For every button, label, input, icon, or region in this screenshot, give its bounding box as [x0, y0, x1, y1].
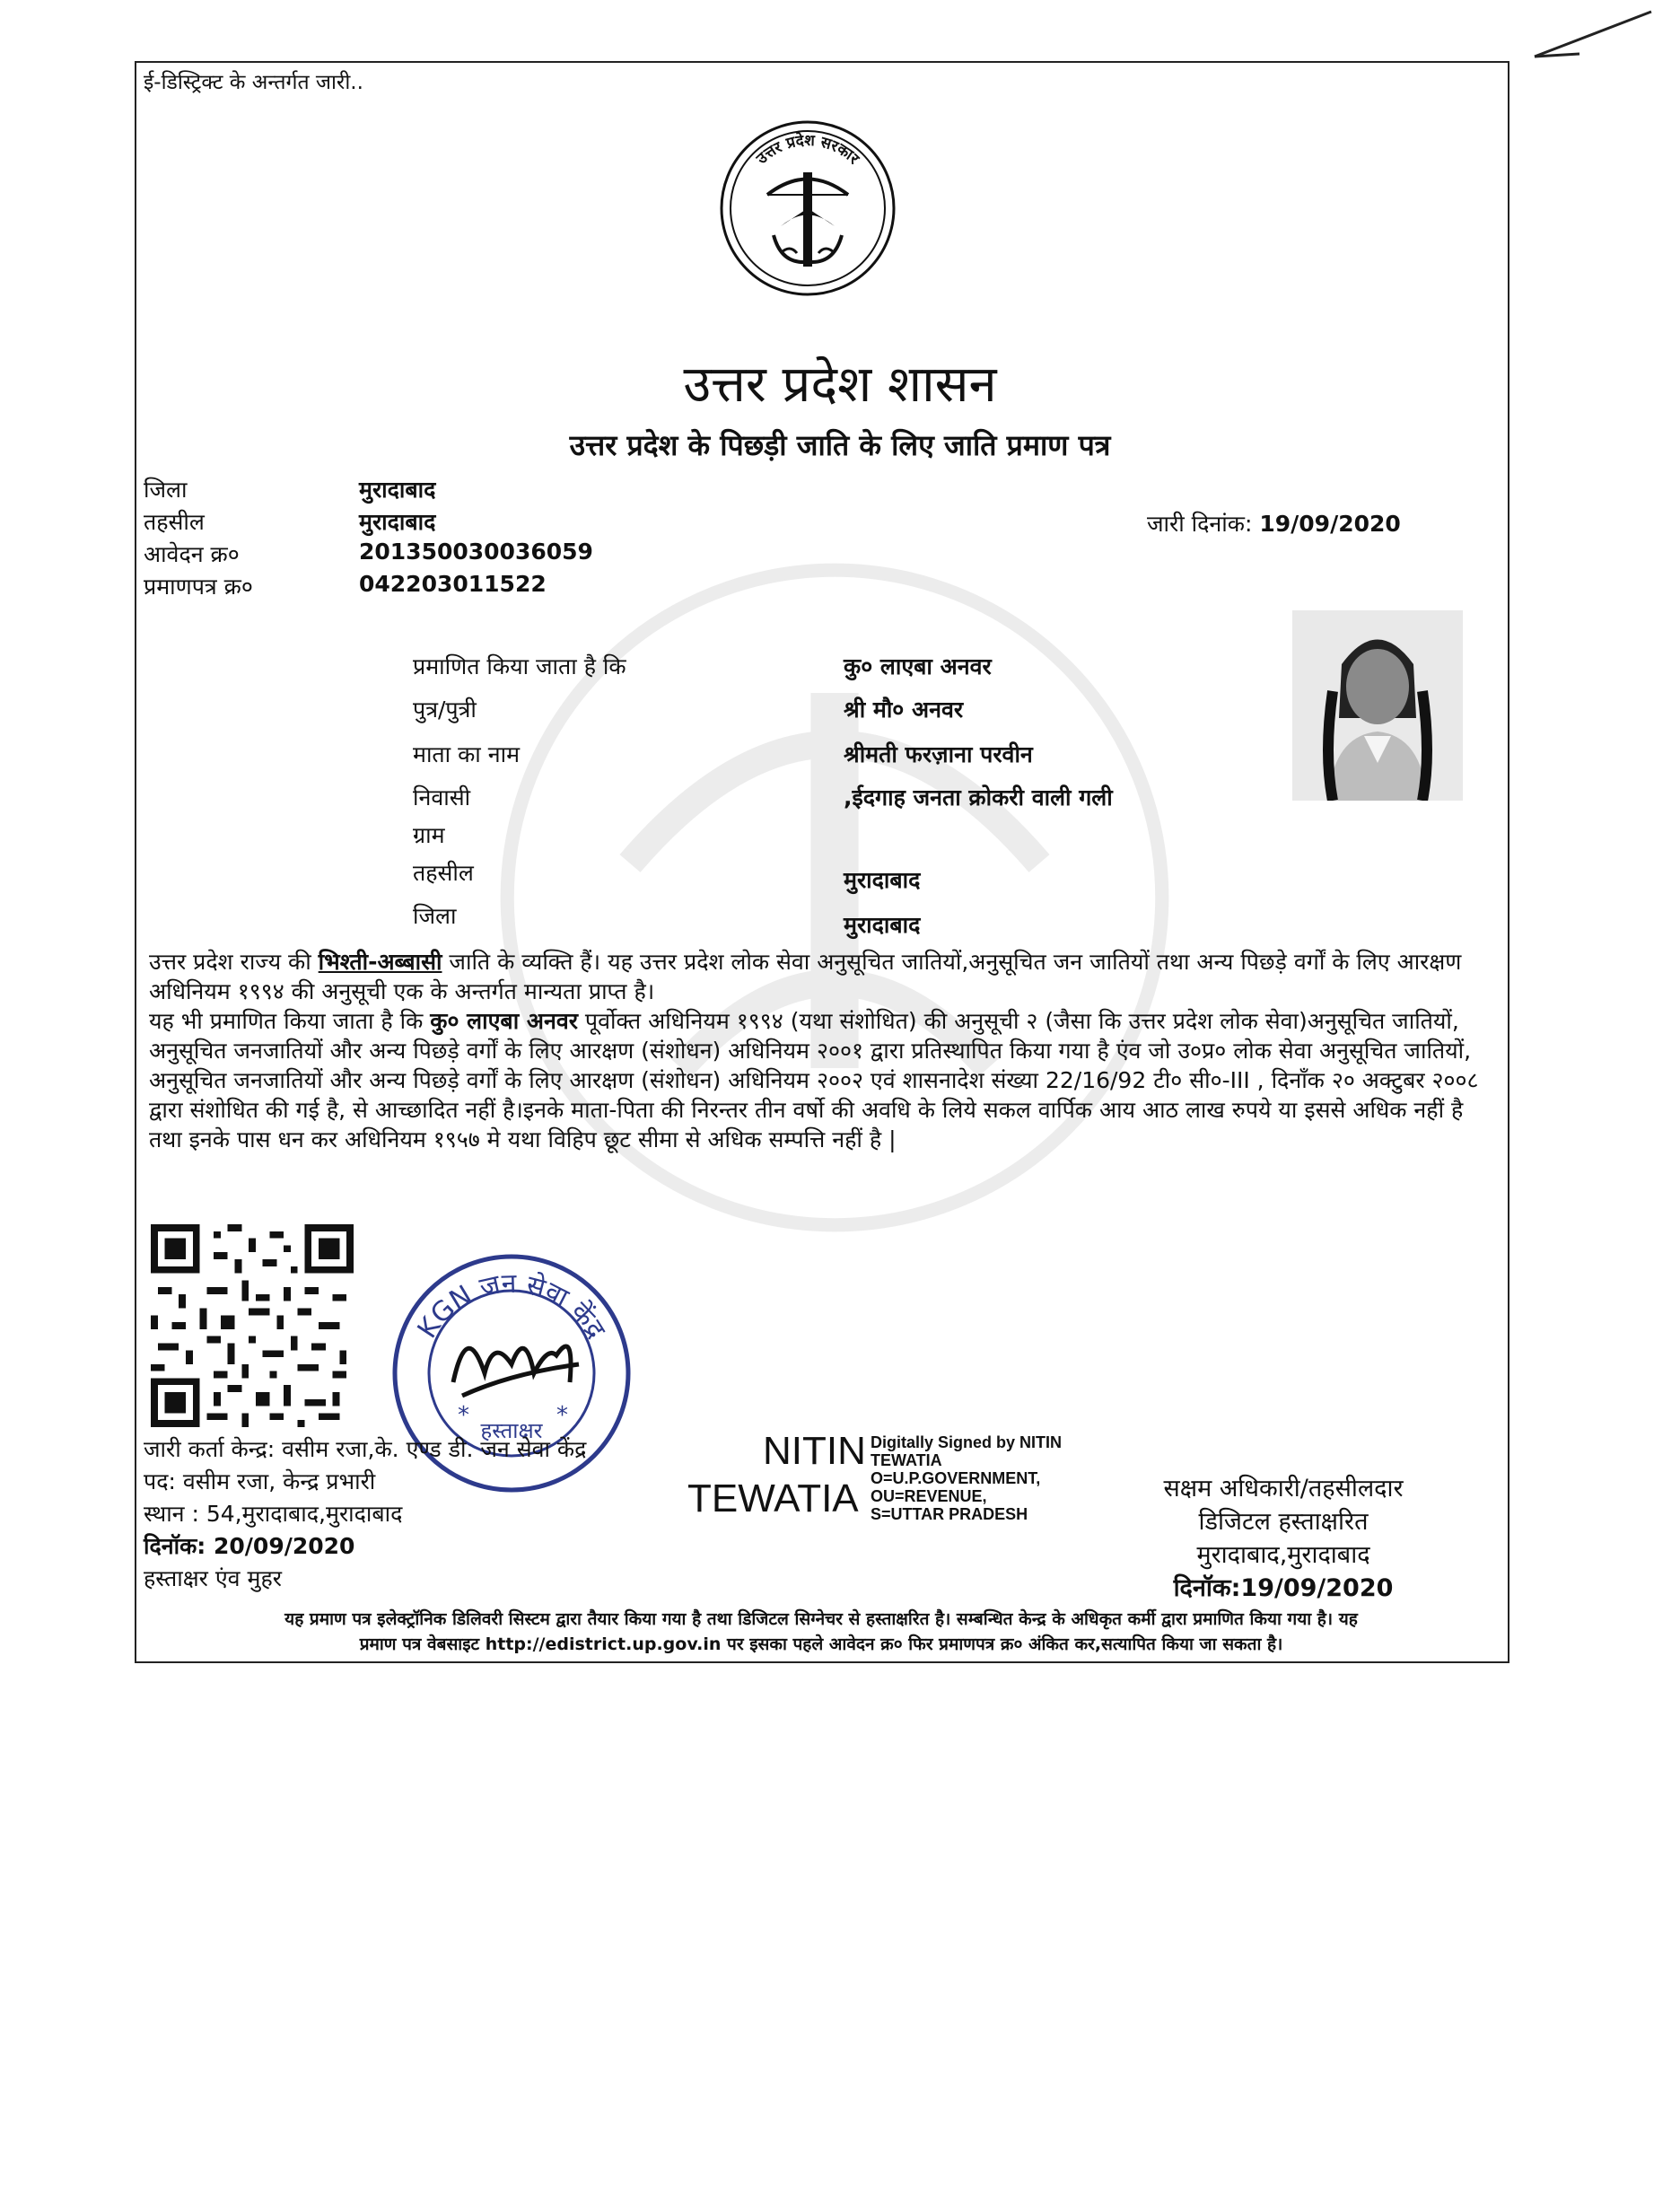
ds-line: OU=REVENUE,: [871, 1487, 987, 1505]
authority-signed: डिजिटल हस्ताक्षरित: [1198, 1508, 1369, 1536]
page-title: उत्तर प्रदेश शासन: [683, 355, 997, 414]
issuer-sign-label: हस्ताक्षर एंव मुहर: [144, 1565, 282, 1591]
digital-signature-details: [871, 1433, 1062, 1523]
detail-value: मुरादाबाद: [844, 867, 921, 893]
meta-value: 042203011522: [359, 571, 547, 597]
authority-block: [1113, 1472, 1454, 1605]
issue-date-label: जारी दिनांक:: [1147, 511, 1253, 537]
detail-label: जिला: [413, 903, 457, 929]
meta-label: आवेदन क्र०: [144, 541, 240, 567]
detail-label: माता का नाम: [413, 741, 521, 767]
footer-note: [144, 1607, 1499, 1657]
issuer-center: जारी कर्ता केन्द्र: वसीम रजा,के. एण्ड डी. जन सेवा केंद्र: [144, 1436, 587, 1462]
qr-code: [151, 1224, 354, 1427]
detail-value: मुरादाबाद: [844, 912, 921, 938]
svg-text:*: *: [556, 1402, 568, 1429]
applicant-photo: [1292, 610, 1463, 801]
detail-label: प्रमाणित किया जाता है कि: [413, 653, 626, 679]
applicant-name: कु० लाएबा अनवर: [430, 1008, 578, 1034]
footer-line: यह प्रमाण पत्र इलेक्ट्रॉनिक डिलिवरी सिस्टम द्वारा तैयार किया गया है तथा डिजिटल सिग्नेचर से हस्ताक्षरित है। सम्बन्धित केन्द्र के अधिकृत कर्मी द्वारा प्रमाणित किया गया है। यह: [284, 1609, 1358, 1629]
meta-value: मुरादाबाद: [359, 509, 436, 535]
para1-pre: उत्तर प्रदेश राज्य की: [149, 949, 319, 975]
digital-signer-first: NITIN: [763, 1429, 866, 1473]
caste-paragraph: [149, 947, 1495, 1006]
ds-line: O=U.P.GOVERNMENT,: [871, 1469, 1041, 1487]
ds-line: S=UTTAR PRADESH: [871, 1505, 1028, 1523]
issue-date-value: 19/09/2020: [1259, 511, 1401, 537]
pen-mark: [1526, 7, 1660, 70]
svg-text:उत्तर प्रदेश सरकार: [752, 131, 862, 169]
ds-line: TEWATIA: [871, 1451, 942, 1469]
issuer-seal: [377, 1239, 646, 1508]
seal-inner-text: हस्ताक्षर: [480, 1418, 543, 1443]
certificate-body: [149, 947, 1495, 1154]
digital-signer-last: TEWATIA: [687, 1476, 859, 1520]
detail-value: श्री मौ० अनवर: [844, 697, 964, 723]
authority-title: सक्षम अधिकारी/तहसीलदार: [1163, 1475, 1404, 1503]
meta-label: जिला: [144, 477, 188, 503]
issuer-place: स्थान : 54,मुरादाबाद,मुरादाबाद: [144, 1501, 403, 1527]
detail-value: श्रीमती फरज़ाना परवीन: [844, 741, 1033, 767]
certificate-subtitle: उत्तर प्रदेश के पिछड़ी जाति के लिए जाति प्रमाण पत्र: [569, 428, 1111, 462]
para1-post: जाति के व्यक्ति हैं। यह उत्तर प्रदेश लोक सेवा अनुसूचित जातियों,अनुसूचित जन जातियों तथा अन्य पिछड़े वर्गों के लिए आरक्षण अधिनियम १९९४ की अनुसूची एक के अन्तर्गत मान्यता प्राप्त है।: [149, 949, 1462, 1004]
creamy-layer-paragraph: [149, 1006, 1495, 1154]
detail-label: ग्राम: [413, 822, 445, 848]
meta-value: मुरादाबाद: [359, 477, 436, 503]
para2-pre: यह भी प्रमाणित किया जाता है कि: [149, 1008, 431, 1034]
footer-line: प्रमाण पत्र वेबसाइट http://edistrict.up.gov.in पर इसका पहले आवेदन क्र० फिर प्रमाणपत्र क्र० अंकित कर,सत्यापित किया जा सकता है।: [359, 1634, 1283, 1654]
detail-label: तहसील: [413, 860, 474, 886]
emblem-arc-text: उत्तर प्रदेश सरकार: [753, 131, 863, 169]
caste-name: भिश्ती-अब्बासी: [318, 949, 442, 975]
issuer-post: पद: वसीम रजा, केन्द्र प्रभारी: [144, 1468, 376, 1494]
detail-value: कु० लाएबा अनवर: [844, 653, 992, 679]
ds-line: Digitally Signed by NITIN: [871, 1433, 1063, 1451]
detail-label: निवासी: [413, 784, 471, 810]
seal-text: KGN जन सेवा केंद्र: [411, 1267, 612, 1345]
detail-label: पुत्र/पुत्री: [413, 697, 477, 723]
header-note: ई-डिस्ट्रिक्ट के अन्तर्गत जारी..: [144, 71, 363, 94]
para2-post: पूर्वोक्त अधिनियम १९९४ (यथा संशोधित) की अनुसूची २ (जैसा कि उत्तर प्रदेश लोक सेवा)अनुसूचित जातियों, अनुसूचित जनजातियों और अन्य पिछड़े वर्गों के लिए आरक्षण (संशोधन) अधिनियम २००१ द्वारा प्रतिस्थापित किया गया है एंव जो उ०प्र० लोक सेवा अनुसूचित जातियों, अनुसूचित जनजातियों और अन्य पिछड़े वर्गों के लिए आरक्षण (संशोधन) अधिनियम २००२ एवं शासनादेश संख्या 22/16/92 टी० सी०-III , दिनाँक २० अक्टुबर २००८ द्वारा संशोधित की गई है, से आच्छादित नहीं है।इनके माता-पिता की निरन्तर तीन वर्षो की अवधि के लिये सकल वार्पिक आय आठ लाख रुपये या इससे अधिक नहीं है तथा इनके पास धन कर अधिनियम १९५७ मे यथा विहिप छूट सीमा से अधिक सम्पत्ति नहीं है |: [149, 1008, 1479, 1152]
issue-date: [1147, 508, 1401, 539]
meta-label: तहसील: [144, 509, 205, 535]
meta-label: प्रमाणपत्र क्र०: [144, 574, 253, 600]
authority-date: दिनॉक:19/09/2020: [1173, 1574, 1394, 1602]
state-emblem: [718, 118, 897, 298]
issuer-date: दिनॉक: 20/09/2020: [144, 1533, 355, 1559]
detail-value: ,ईदगाह जनता क्रोकरी वाली गली: [844, 784, 1113, 810]
meta-value: 201350030036059: [359, 539, 593, 565]
svg-text:*: *: [458, 1402, 469, 1429]
authority-place: मुरादाबाद,मुरादाबाद: [1196, 1541, 1370, 1569]
issuer-signature: [453, 1346, 579, 1396]
